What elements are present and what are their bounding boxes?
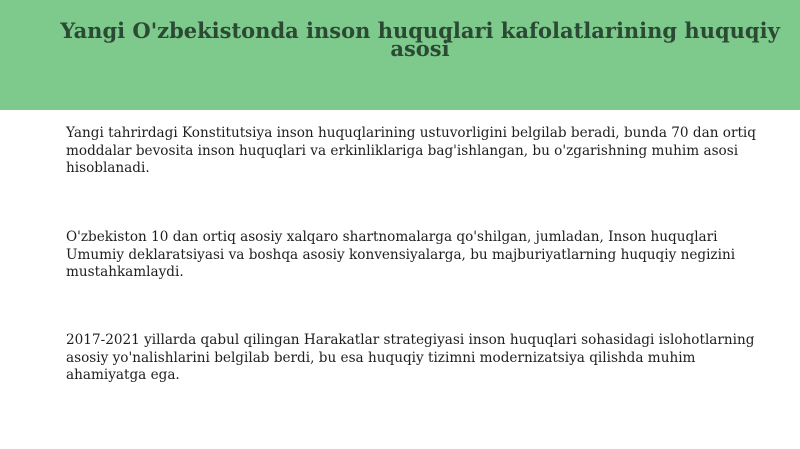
paragraph-international-treaties: O'zbekiston 10 dan ortiq asosiy xalqaro shartnomalarga qo'shilgan, jumladan, Inson huquqlari Umumiy deklaratsiyasi va boshqa asosiy konvensiyalarga, bu majburiyatlarning huquqiy negizini mustahkamlaydi. — [66, 229, 736, 280]
paragraph-action-strategy: 2017-2021 yillarda qabul qilingan Harakatlar strategiyasi inson huquqlari sohasidagi islohotlarning asosiy yo'nalishlarini belgilab berdi, bu esa huquqiy tizimni modernizatsiya qilishda muhim ahamiyatga ega. — [66, 332, 755, 383]
header-banner — [0, 0, 800, 110]
paragraph-constitution: Yangi tahrirdagi Konstitutsiya inson huquqlarining ustuvorligini belgilab beradi, bunda 70 dan ortiq moddalar bevosita inson huquqlari va erkinliklariga bag'ishlangan, bu o'zgarishning muhim asosi hisoblanadi. — [66, 125, 756, 176]
page-title: Yangi O'zbekistonda inson huquqlari kafolatlarining huquqiy asosi — [60, 18, 780, 61]
